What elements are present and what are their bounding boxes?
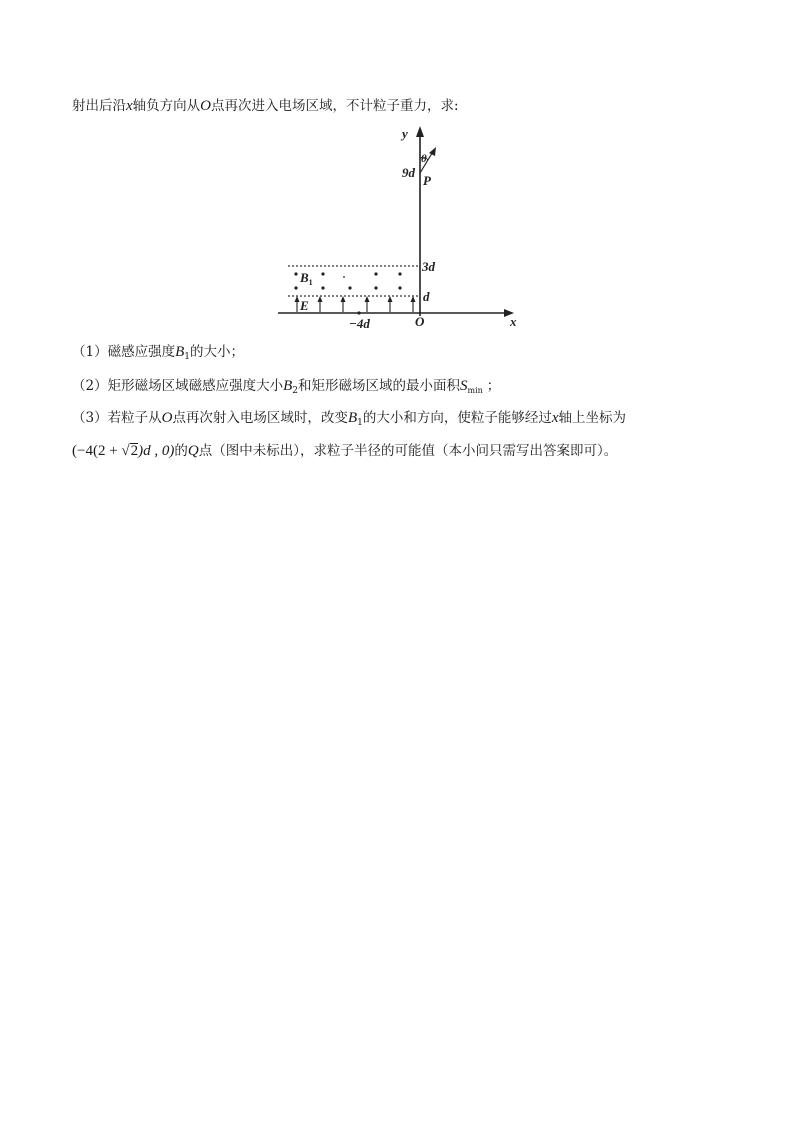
- q2-s-var: S: [460, 378, 468, 394]
- q1-b-sub: 1: [184, 352, 190, 362]
- q3-x-var: x: [551, 410, 559, 426]
- neg4d-label: −4d: [349, 316, 370, 331]
- q3-number: （3）: [72, 410, 108, 426]
- question-3-line-1: [72, 408, 626, 433]
- q2-b-var: B: [283, 378, 293, 394]
- intro-o-var: O: [200, 98, 212, 114]
- y-axis-label: y: [402, 126, 408, 141]
- q2-number: （2）: [72, 378, 108, 394]
- question-2: [72, 376, 500, 401]
- velocity-arrowhead: [429, 147, 436, 156]
- q1-text-1: 磁感应强度: [107, 344, 176, 360]
- b1-label: $B_1$: [300, 270, 313, 287]
- q3-text-4: 轴上坐标为: [558, 410, 627, 426]
- q2-text-2: 和矩形磁场区域的最小面积: [298, 378, 460, 394]
- q3-coord-open: (−4(2 +: [72, 443, 122, 459]
- q1-b-var: B: [175, 344, 185, 360]
- tick-neg4d: [357, 311, 360, 314]
- q2-text-1: 矩形磁场区域磁感应强度大小: [107, 378, 284, 394]
- q3-text-6: 点（图中未标出），求粒子半径的可能值（本小问只需写出答案即可）。: [198, 443, 618, 459]
- q3-coord-close: )d , 0): [138, 443, 175, 459]
- intro-text-1: 射出后沿: [72, 98, 126, 114]
- y-axis-arrow: [416, 126, 424, 137]
- question-1: [72, 342, 244, 367]
- q1-number: （1）: [72, 344, 108, 360]
- q3-text-2: 点再次射入电场区域时，改变: [172, 410, 348, 426]
- intro-text-3: 点再次进入电场区域，不计粒子重力，求:: [211, 98, 459, 114]
- q2-s-sub: min: [467, 386, 483, 395]
- d-label: d: [423, 289, 430, 304]
- intro-line: [72, 96, 459, 116]
- q3-text-1: 若粒子从: [107, 410, 162, 426]
- 9d-label: 9d: [402, 165, 415, 180]
- q3-b-sub: 1: [357, 418, 363, 428]
- 3d-label: 3d: [422, 259, 435, 274]
- q2-b-sub: 2: [292, 386, 298, 396]
- q3-q-var: Q: [187, 443, 199, 459]
- theta-label: θ: [421, 153, 427, 165]
- q1-text-2: 的大小；: [190, 344, 244, 360]
- q3-coord-root: 2: [130, 443, 139, 459]
- x-axis-label: x: [510, 314, 517, 329]
- intro-x-var: x: [126, 98, 133, 114]
- sqrt-symbol: √: [121, 443, 130, 459]
- e-label: E: [300, 298, 309, 313]
- origin-label: O: [415, 314, 425, 329]
- q3-o-var: O: [161, 410, 173, 426]
- q3-b-var: B: [347, 410, 358, 426]
- intro-text-2: 轴负方向从: [132, 98, 201, 114]
- physics-diagram: [270, 122, 530, 337]
- question-3-line-2: [72, 441, 617, 461]
- q2-text-3: ；: [486, 378, 501, 394]
- p-label: P: [423, 173, 431, 188]
- q3-text-5: 的: [174, 443, 188, 459]
- field-arrows: [295, 296, 416, 312]
- q3-text-3: 的大小和方向，使粒子能够经过: [362, 410, 552, 426]
